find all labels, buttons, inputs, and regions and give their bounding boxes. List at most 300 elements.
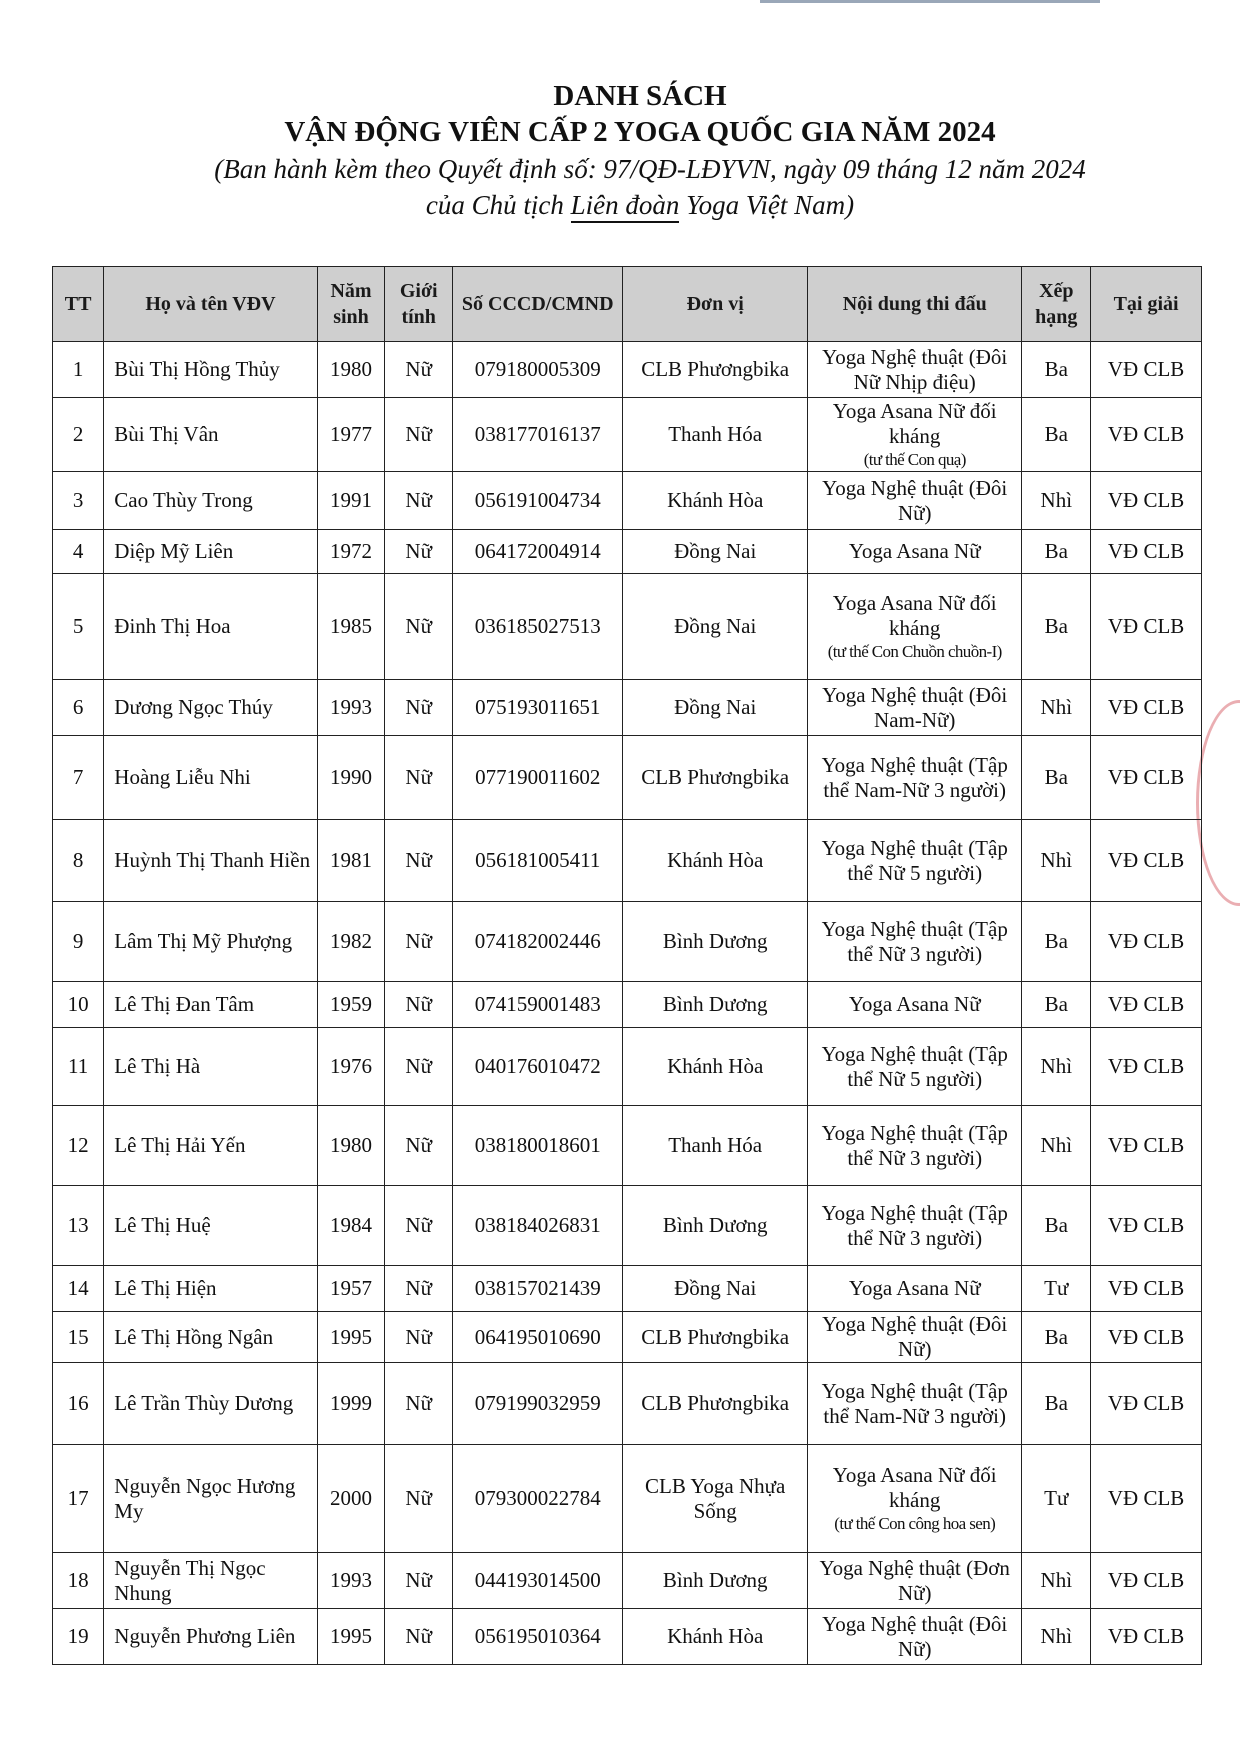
issuer-underlined: Liên đoàn (571, 190, 680, 223)
cell-unit (623, 680, 808, 736)
cell-content (808, 1609, 1022, 1665)
cell-gender-text: Nữ (405, 488, 432, 512)
cell-gender (385, 574, 453, 680)
decision-reference: (Ban hành kèm theo Quyết định số: 97/QĐ-LĐYVN, ngày 09 tháng 12 năm 2024 (214, 154, 1086, 184)
cell-year-text: 2000 (330, 1486, 372, 1510)
cell-id (453, 736, 623, 820)
col-header-id: Số CCCD/CMND (453, 267, 623, 342)
cell-gender-text: Nữ (405, 695, 432, 719)
cell-year-text: 1984 (330, 1213, 372, 1237)
cell-unit-text: Khánh Hòa (667, 848, 764, 872)
cell-tt (53, 1363, 104, 1445)
table-body (53, 342, 1202, 1665)
cell-id (453, 902, 623, 982)
cell-id (453, 1312, 623, 1363)
cell-event-text: VĐ CLB (1107, 695, 1185, 719)
cell-rank (1022, 1028, 1091, 1106)
cell-year-text: 1999 (330, 1391, 372, 1415)
cell-tt-text: 17 (67, 1486, 89, 1510)
cell-name-text: Nguyễn Phương Liên (114, 1624, 296, 1648)
cell-rank (1022, 472, 1091, 530)
cell-rank-text: Ba (1044, 1213, 1068, 1237)
cell-year (317, 982, 385, 1028)
cell-year (317, 574, 385, 680)
cell-unit (623, 902, 808, 982)
cell-rank (1022, 1445, 1091, 1553)
top-edge-mark (760, 0, 1100, 3)
cell-tt (53, 1312, 104, 1363)
cell-rank (1022, 680, 1091, 736)
cell-unit-text: Đồng Nai (674, 614, 757, 638)
cell-year-text: 1976 (330, 1054, 372, 1078)
cell-unit (623, 1609, 808, 1665)
cell-id-text: 038184026831 (474, 1213, 601, 1237)
cell-unit (623, 1028, 808, 1106)
cell-event (1091, 472, 1202, 530)
document-header (0, 78, 1240, 222)
cell-rank-text: Nhì (1040, 488, 1073, 512)
cell-event-text: VĐ CLB (1107, 1568, 1185, 1592)
cell-id (453, 1028, 623, 1106)
cell-rank-text: Nhì (1040, 1133, 1073, 1157)
cell-rank-text: Tư (1044, 1276, 1069, 1300)
table-row (53, 1363, 1202, 1445)
col-header-content: Nội dung thi đấu (808, 267, 1022, 342)
col-header-name: Họ và tên VĐV (104, 267, 317, 342)
cell-content (808, 1312, 1022, 1363)
cell-content-text: Yoga Asana Nữ đối kháng (832, 590, 997, 640)
issuer-prefix: của Chủ tịch (425, 190, 571, 220)
table-row (53, 902, 1202, 982)
cell-id-text: 038177016137 (474, 422, 601, 446)
cell-unit-text: Khánh Hòa (667, 1054, 764, 1078)
cell-unit (623, 472, 808, 530)
cell-name-text: Nguyễn Thị Ngọc Nhung (114, 1555, 266, 1605)
cell-content (808, 574, 1022, 680)
cell-event-text: VĐ CLB (1107, 1486, 1185, 1510)
cell-content-text: Yoga Asana Nữ (848, 539, 981, 563)
cell-content (808, 342, 1022, 398)
cell-id-text: 074159001483 (474, 992, 601, 1016)
cell-content-note: (tư thế Con Chuồn chuồn-I) (827, 641, 1002, 661)
cell-content (808, 820, 1022, 902)
cell-name-text: Bùi Thị Hồng Thủy (114, 357, 280, 381)
cell-id (453, 820, 623, 902)
table-row (53, 736, 1202, 820)
cell-event (1091, 902, 1202, 982)
cell-rank-text: Ba (1044, 422, 1068, 446)
cell-unit-text: Thanh Hóa (668, 1133, 763, 1157)
cell-gender (385, 680, 453, 736)
cell-id-text: 056181005411 (475, 848, 601, 872)
cell-content-text: Yoga Nghệ thuật (Tập thể Nữ 3 người) (821, 1200, 1008, 1250)
cell-id-text: 079199032959 (474, 1391, 601, 1415)
cell-year (317, 1312, 385, 1363)
cell-name-text: Dương Ngọc Thúy (114, 695, 273, 719)
table-row (53, 1609, 1202, 1665)
table-row (53, 680, 1202, 736)
cell-tt (53, 1028, 104, 1106)
cell-gender (385, 472, 453, 530)
cell-tt-text: 12 (67, 1133, 89, 1157)
cell-unit (623, 1106, 808, 1186)
table-row (53, 982, 1202, 1028)
cell-year-text: 1993 (330, 1568, 372, 1592)
cell-rank-text: Nhì (1040, 1054, 1073, 1078)
cell-year (317, 820, 385, 902)
cell-gender (385, 1312, 453, 1363)
cell-rank (1022, 1186, 1091, 1266)
cell-tt-text: 16 (67, 1391, 89, 1415)
cell-tt (53, 342, 104, 398)
cell-year-text: 1985 (330, 614, 372, 638)
cell-unit-text: Đồng Nai (674, 695, 757, 719)
cell-id (453, 1609, 623, 1665)
cell-unit (623, 820, 808, 902)
cell-event-text: VĐ CLB (1107, 357, 1185, 381)
cell-event (1091, 1363, 1202, 1445)
cell-name (104, 1312, 317, 1363)
table-row (53, 1553, 1202, 1609)
cell-event (1091, 1553, 1202, 1609)
cell-event (1091, 530, 1202, 574)
cell-tt (53, 736, 104, 820)
cell-name (104, 820, 317, 902)
cell-year-text: 1980 (330, 1133, 372, 1157)
cell-tt-text: 9 (72, 929, 84, 953)
cell-gender-text: Nữ (405, 1213, 432, 1237)
cell-name-text: Lê Thị Hồng Ngân (114, 1324, 274, 1349)
cell-unit-text: CLB Phươngbika (641, 1324, 790, 1349)
cell-event-text: VĐ CLB (1107, 848, 1185, 872)
cell-rank (1022, 1553, 1091, 1609)
cell-name-text: Lê Thị Huệ (114, 1213, 211, 1237)
cell-id (453, 398, 623, 472)
issuer-suffix: Yoga Việt Nam) (679, 190, 855, 220)
cell-year-text: 1995 (330, 1624, 372, 1648)
document-title: DANH SÁCH (553, 80, 727, 112)
cell-rank (1022, 902, 1091, 982)
cell-unit-text: Đồng Nai (674, 1276, 757, 1300)
cell-name (104, 1266, 317, 1312)
cell-event (1091, 398, 1202, 472)
cell-gender-text: Nữ (405, 765, 432, 789)
cell-tt (53, 1186, 104, 1266)
cell-id (453, 680, 623, 736)
cell-rank-text: Ba (1044, 992, 1068, 1016)
cell-tt-text: 10 (67, 992, 89, 1016)
cell-tt-text: 13 (67, 1213, 89, 1237)
cell-rank-text: Ba (1044, 765, 1068, 789)
cell-content (808, 1445, 1022, 1553)
cell-content-text: Yoga Nghệ thuật (Tập thể Nam-Nữ 3 người) (821, 1378, 1008, 1428)
cell-content-text: Yoga Nghệ thuật (Tập thể Nữ 3 người) (821, 916, 1008, 966)
athlete-table (52, 266, 1202, 1665)
cell-unit-text: CLB Phươngbika (641, 765, 790, 789)
cell-year (317, 1186, 385, 1266)
cell-event (1091, 1445, 1202, 1553)
cell-year (317, 398, 385, 472)
cell-content (808, 472, 1022, 530)
cell-rank (1022, 1106, 1091, 1186)
cell-unit (623, 1266, 808, 1312)
cell-content-text: Yoga Nghệ thuật (Đôi Nam-Nữ) (822, 682, 1008, 732)
cell-tt-text: 7 (72, 765, 84, 789)
col-header-rank: Xếp hạng (1022, 267, 1091, 342)
cell-year (317, 736, 385, 820)
cell-id-text: 038180018601 (474, 1133, 601, 1157)
cell-id (453, 1186, 623, 1266)
cell-id-text: 064172004914 (474, 539, 601, 563)
cell-unit (623, 1445, 808, 1553)
table-header-row (53, 267, 1202, 342)
cell-content-text: Yoga Nghệ thuật (Đơn Nữ) (819, 1555, 1010, 1605)
cell-event-text: VĐ CLB (1107, 929, 1185, 953)
cell-id-text: 056195010364 (474, 1624, 601, 1648)
cell-gender-text: Nữ (405, 1568, 432, 1592)
cell-tt (53, 530, 104, 574)
col-header-event: Tại giải (1091, 267, 1202, 342)
cell-content (808, 1553, 1022, 1609)
cell-name-text: Nguyễn Ngọc Hương My (114, 1473, 296, 1523)
cell-content-text: Yoga Nghệ thuật (Tập thể Nữ 5 người) (821, 1041, 1008, 1091)
cell-tt (53, 820, 104, 902)
cell-name (104, 1363, 317, 1445)
table-row (53, 1186, 1202, 1266)
cell-content-note: (tư thế Con công hoa sen) (834, 1513, 996, 1533)
cell-year-text: 1980 (330, 357, 372, 381)
cell-name (104, 736, 317, 820)
cell-rank (1022, 1312, 1091, 1363)
cell-tt (53, 680, 104, 736)
cell-name (104, 1186, 317, 1266)
cell-name (104, 1028, 317, 1106)
table-row (53, 398, 1202, 472)
cell-gender (385, 1363, 453, 1445)
cell-event (1091, 736, 1202, 820)
cell-year-text: 1977 (330, 422, 372, 446)
cell-rank-text: Ba (1044, 929, 1068, 953)
cell-gender (385, 530, 453, 574)
cell-id-text: 077190011602 (475, 765, 601, 789)
cell-unit-text: Bình Dương (662, 992, 768, 1016)
cell-gender (385, 1028, 453, 1106)
cell-name (104, 1106, 317, 1186)
cell-content-text: Yoga Asana Nữ (848, 992, 981, 1016)
cell-event-text: VĐ CLB (1107, 1054, 1185, 1078)
cell-unit-text: Khánh Hòa (667, 488, 764, 512)
cell-event-text: VĐ CLB (1107, 1324, 1185, 1349)
cell-gender-text: Nữ (405, 422, 432, 446)
cell-id (453, 1106, 623, 1186)
cell-unit (623, 736, 808, 820)
cell-unit (623, 1186, 808, 1266)
cell-event-text: VĐ CLB (1107, 992, 1185, 1016)
cell-gender (385, 1553, 453, 1609)
cell-content (808, 398, 1022, 472)
cell-event-text: VĐ CLB (1107, 1624, 1185, 1648)
cell-rank (1022, 736, 1091, 820)
table-row (53, 820, 1202, 902)
cell-tt (53, 472, 104, 530)
table-row (53, 1445, 1202, 1553)
cell-year-text: 1957 (330, 1276, 372, 1300)
cell-event (1091, 982, 1202, 1028)
cell-name-text: Diệp Mỹ Liên (114, 539, 234, 563)
table-row (53, 1312, 1202, 1363)
cell-year-text: 1991 (330, 488, 372, 512)
cell-gender (385, 982, 453, 1028)
cell-tt (53, 1553, 104, 1609)
cell-event-text: VĐ CLB (1107, 1276, 1185, 1300)
cell-event-text: VĐ CLB (1107, 614, 1185, 638)
cell-event-text: VĐ CLB (1107, 1391, 1185, 1415)
cell-rank (1022, 574, 1091, 680)
cell-name-text: Huỳnh Thị Thanh Hiền (114, 848, 311, 872)
cell-gender-text: Nữ (405, 1486, 432, 1510)
cell-rank (1022, 1266, 1091, 1312)
cell-content (808, 680, 1022, 736)
cell-tt (53, 902, 104, 982)
cell-gender (385, 1445, 453, 1553)
cell-gender (385, 1106, 453, 1186)
cell-unit (623, 342, 808, 398)
cell-rank-text: Tư (1044, 1486, 1069, 1510)
cell-content (808, 902, 1022, 982)
cell-unit-text: Đồng Nai (674, 539, 757, 563)
cell-name-text: Lê Thị Hiện (114, 1276, 217, 1300)
cell-name (104, 1609, 317, 1665)
cell-rank (1022, 1363, 1091, 1445)
cell-unit-text: Bình Dương (662, 929, 768, 953)
cell-content-text: Yoga Nghệ thuật (Đôi Nữ) (822, 475, 1008, 525)
cell-tt (53, 574, 104, 680)
cell-event (1091, 1186, 1202, 1266)
col-header-year: Năm sinh (317, 267, 385, 342)
cell-year-text: 1995 (330, 1324, 372, 1349)
cell-rank-text: Ba (1044, 614, 1068, 638)
cell-id (453, 1445, 623, 1553)
cell-event (1091, 1312, 1202, 1363)
cell-gender-text: Nữ (405, 992, 432, 1016)
cell-gender-text: Nữ (405, 614, 432, 638)
cell-tt-text: 14 (67, 1276, 89, 1300)
cell-id-text: 079300022784 (474, 1486, 601, 1510)
cell-year (317, 1106, 385, 1186)
cell-id (453, 1553, 623, 1609)
cell-name (104, 902, 317, 982)
cell-year-text: 1990 (330, 765, 372, 789)
cell-event (1091, 680, 1202, 736)
document-subtitle: VẬN ĐỘNG VIÊN CẤP 2 YOGA QUỐC GIA NĂM 2024 (284, 116, 996, 148)
cell-name (104, 530, 317, 574)
cell-content-text: Yoga Nghệ thuật (Tập thể Nữ 5 người) (821, 835, 1008, 885)
cell-id-text: 079180005309 (474, 357, 601, 381)
cell-unit-text: Bình Dương (662, 1213, 768, 1237)
cell-id-text: 044193014500 (474, 1568, 601, 1592)
cell-tt (53, 1609, 104, 1665)
cell-id-text: 074182002446 (474, 929, 601, 953)
cell-year-text: 1993 (330, 695, 372, 719)
cell-name-text: Đinh Thị Hoa (114, 614, 231, 638)
cell-gender (385, 1186, 453, 1266)
cell-content-text: Yoga Nghệ thuật (Đôi Nữ) (822, 1611, 1008, 1661)
cell-content-text: Yoga Asana Nữ (848, 1276, 981, 1300)
cell-id (453, 574, 623, 680)
cell-gender-text: Nữ (405, 1054, 432, 1078)
cell-name-text: Lâm Thị Mỹ Phượng (114, 929, 293, 953)
cell-name-text: Hoàng Liễu Nhi (114, 765, 251, 789)
cell-unit (623, 1363, 808, 1445)
col-header-gender: Giới tính (385, 267, 453, 342)
cell-content (808, 1186, 1022, 1266)
cell-id (453, 1266, 623, 1312)
cell-event (1091, 1028, 1202, 1106)
cell-name (104, 982, 317, 1028)
cell-tt (53, 1445, 104, 1553)
cell-rank-text: Ba (1044, 1391, 1068, 1415)
cell-gender (385, 902, 453, 982)
cell-rank (1022, 342, 1091, 398)
cell-rank-text: Ba (1044, 539, 1068, 563)
cell-name-text: Bùi Thị Vân (114, 422, 219, 446)
issuer-line (40, 188, 1240, 222)
cell-event (1091, 1106, 1202, 1186)
cell-year (317, 1445, 385, 1553)
cell-id (453, 342, 623, 398)
cell-unit-text: Bình Dương (662, 1568, 768, 1592)
cell-id-text: 075193011651 (475, 695, 601, 719)
cell-event-text: VĐ CLB (1107, 422, 1185, 446)
cell-tt (53, 1106, 104, 1186)
cell-content (808, 1106, 1022, 1186)
cell-tt-text: 2 (72, 422, 84, 446)
cell-name (104, 472, 317, 530)
cell-gender-text: Nữ (405, 848, 432, 872)
cell-tt (53, 398, 104, 472)
col-header-tt: TT (53, 267, 104, 342)
cell-year (317, 1363, 385, 1445)
cell-gender (385, 1609, 453, 1665)
cell-event-text: VĐ CLB (1107, 765, 1185, 789)
cell-gender (385, 342, 453, 398)
cell-unit (623, 574, 808, 680)
table-row (53, 472, 1202, 530)
cell-content-text: Yoga Nghệ thuật (Đôi Nữ Nhịp điệu) (822, 344, 1008, 394)
cell-rank-text: Ba (1044, 357, 1068, 381)
cell-gender-text: Nữ (405, 1276, 432, 1300)
cell-year (317, 342, 385, 398)
cell-tt-text: 18 (67, 1568, 89, 1592)
cell-event (1091, 820, 1202, 902)
cell-year-text: 1982 (330, 929, 372, 953)
cell-rank (1022, 398, 1091, 472)
cell-content (808, 1363, 1022, 1445)
cell-year (317, 530, 385, 574)
cell-year (317, 680, 385, 736)
cell-unit (623, 1553, 808, 1609)
cell-rank (1022, 820, 1091, 902)
cell-name-text: Lê Thị Đan Tâm (114, 992, 255, 1016)
cell-gender (385, 736, 453, 820)
cell-gender (385, 398, 453, 472)
cell-event (1091, 574, 1202, 680)
cell-name-text: Lê Thị Hà (114, 1054, 201, 1078)
cell-gender-text: Nữ (405, 1324, 432, 1349)
cell-gender-text: Nữ (405, 1624, 432, 1648)
cell-event (1091, 1609, 1202, 1665)
cell-event-text: VĐ CLB (1107, 1133, 1185, 1157)
